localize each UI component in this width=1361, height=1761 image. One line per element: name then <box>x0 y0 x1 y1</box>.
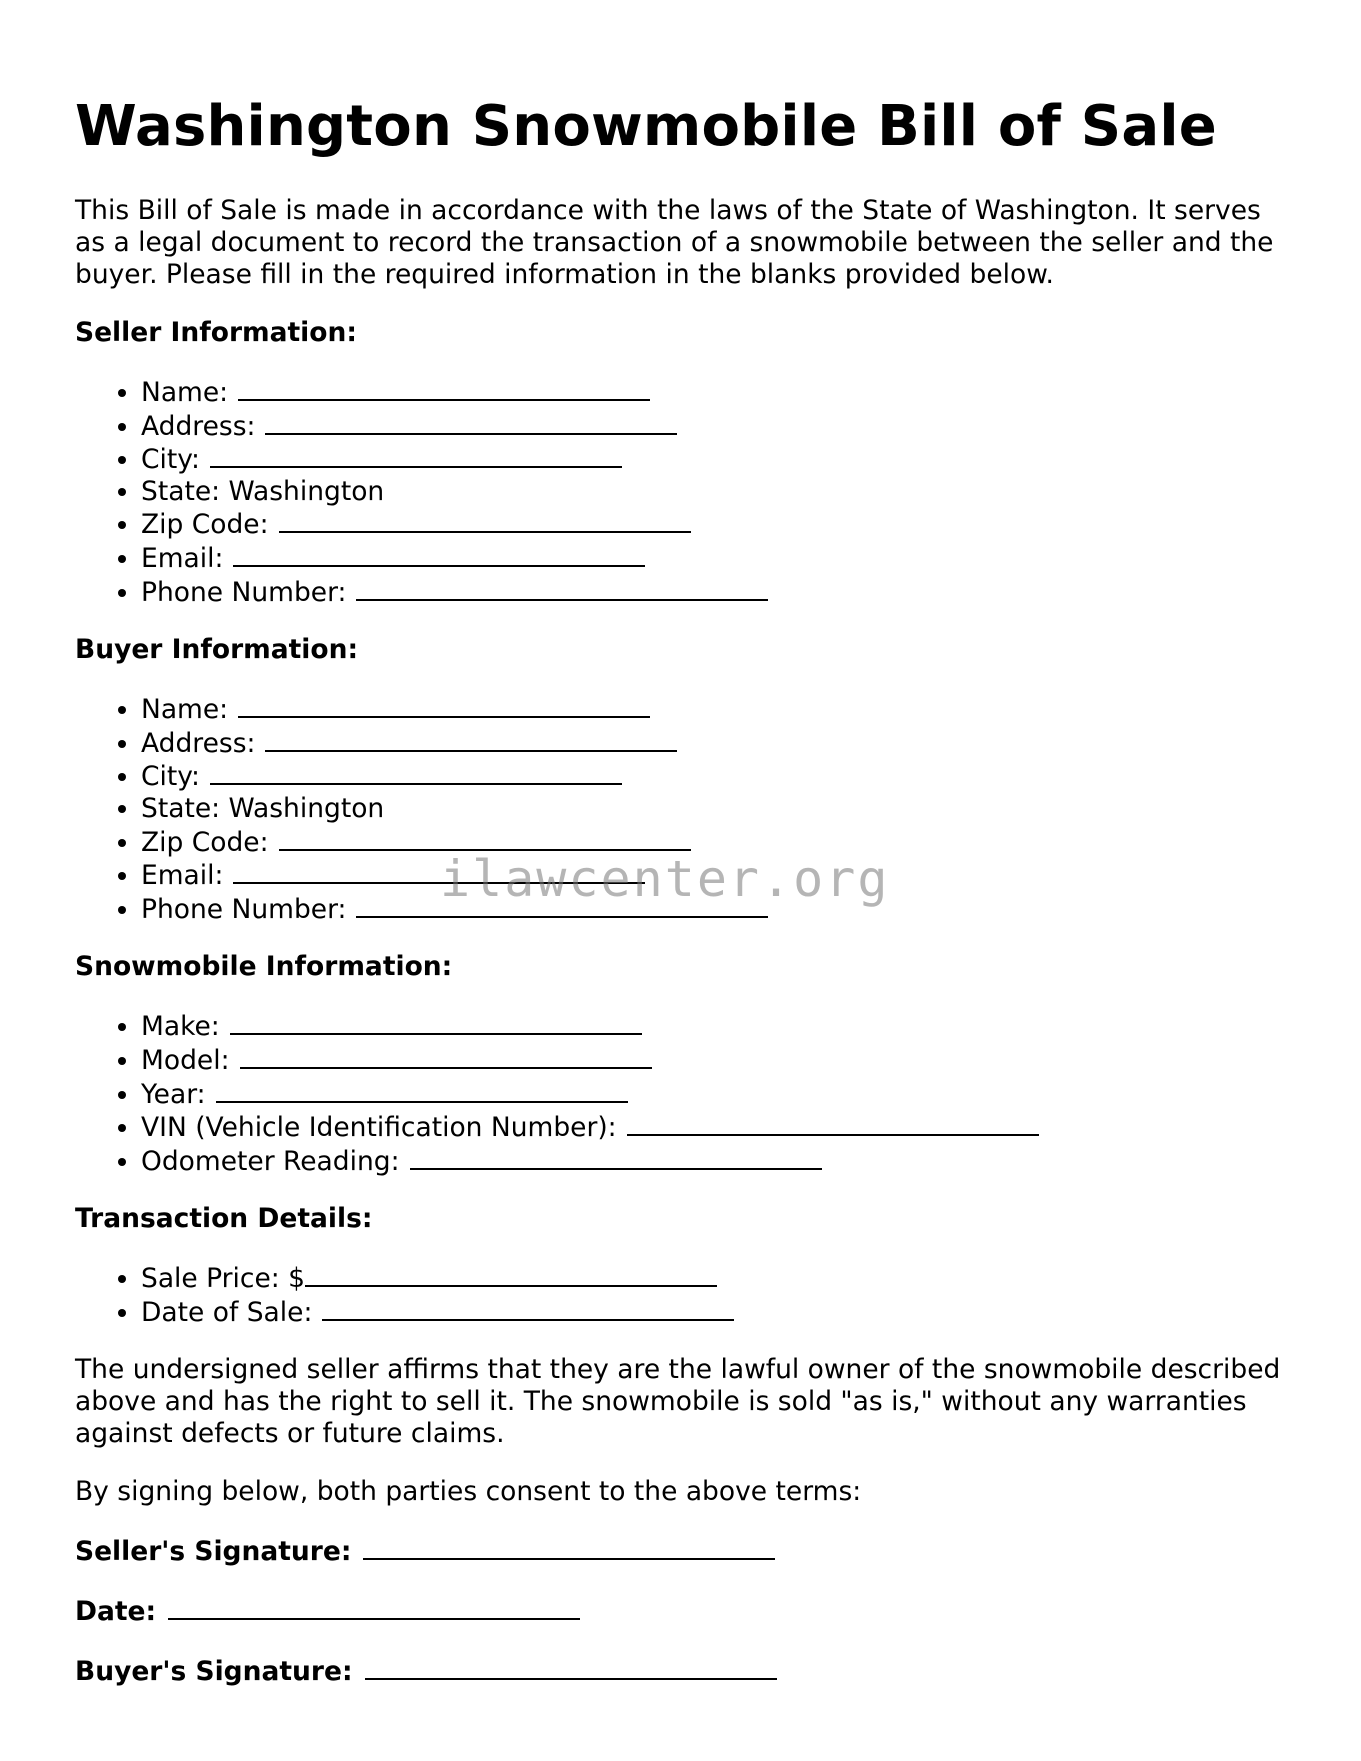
buyer-signature-field[interactable] <box>365 1654 777 1680</box>
seller-address-label: Address: <box>141 410 256 442</box>
seller-email-field[interactable] <box>233 541 645 567</box>
vin-label: VIN (Vehicle Identification Number): <box>141 1112 617 1144</box>
list-item <box>141 541 1290 575</box>
buyer-heading: Buyer Information: <box>75 634 359 666</box>
list-item <box>141 726 1290 760</box>
seller-name-field[interactable] <box>238 375 650 401</box>
list-item <box>141 442 1290 476</box>
seller-email-label: Email: <box>141 542 224 574</box>
list-item <box>141 1261 1290 1295</box>
list-item <box>141 759 1290 793</box>
list-item <box>141 825 1290 859</box>
list-item <box>141 1043 1290 1077</box>
year-field[interactable] <box>216 1077 628 1103</box>
model-field[interactable] <box>240 1043 652 1069</box>
buyer-signature-row <box>75 1654 1290 1688</box>
seller-fields-list <box>75 375 1290 608</box>
seller-state-text: State: Washington <box>141 475 385 507</box>
list-item <box>141 892 1290 926</box>
intro-paragraph: This Bill of Sale is made in accordance with the laws of the State of Washington. It serves as a legal document to record the transaction of a snowmobile between the seller and the buyer. Please fill in the required information in the blanks provided below. <box>75 195 1274 290</box>
list-item <box>141 575 1290 609</box>
list-item <box>141 507 1290 541</box>
page-title: Washington Snowmobile Bill of Sale <box>75 94 1217 159</box>
seller-phone-field[interactable] <box>356 575 768 601</box>
vin-field[interactable] <box>627 1110 1039 1136</box>
snowmobile-heading: Snowmobile Information: <box>75 951 453 983</box>
buyer-phone-label: Phone Number: <box>141 893 347 925</box>
sale-date-field[interactable] <box>322 1295 734 1321</box>
odometer-field[interactable] <box>410 1144 822 1170</box>
watermark: ilawcenter.org <box>440 850 890 908</box>
signature-date-row <box>75 1594 1290 1628</box>
sale-price-label: Sale Price: $ <box>141 1263 306 1295</box>
affirmation-paragraph: The undersigned seller affirms that they are the lawful owner of the snowmobile described above and has the right to sell it. The snowmobile is sold "as is," without any warranties against defects or future claims. <box>75 1354 1281 1450</box>
list-item <box>141 692 1290 726</box>
sale-price-field[interactable] <box>305 1261 717 1287</box>
sale-date-label: Date of Sale: <box>141 1296 313 1328</box>
odometer-label: Odometer Reading: <box>141 1145 400 1177</box>
list-item <box>141 409 1290 443</box>
snowmobile-fields-list <box>75 1009 1290 1177</box>
seller-city-label: City: <box>141 444 200 476</box>
make-field[interactable] <box>230 1009 642 1035</box>
transaction-fields-list <box>75 1261 1290 1328</box>
transaction-heading: Transaction Details: <box>75 1203 373 1235</box>
seller-phone-label: Phone Number: <box>141 576 347 608</box>
seller-signature-field[interactable] <box>363 1534 775 1560</box>
list-item <box>141 476 1290 508</box>
year-label: Year: <box>141 1078 206 1110</box>
consent-paragraph: By signing below, both parties consent to the above terms: <box>75 1476 862 1508</box>
signature-date-label: Date: <box>75 1596 157 1628</box>
list-item <box>141 1144 1290 1178</box>
seller-address-field[interactable] <box>265 409 677 435</box>
seller-city-field[interactable] <box>210 442 622 468</box>
seller-heading: Seller Information: <box>75 317 357 348</box>
document-page <box>75 92 1290 1688</box>
buyer-city-field[interactable] <box>210 759 622 785</box>
buyer-email-label: Email: <box>141 860 224 892</box>
seller-zip-label: Zip Code: <box>141 509 269 541</box>
list-item <box>141 1295 1290 1329</box>
seller-name-label: Name: <box>141 377 229 408</box>
buyer-email-field[interactable] <box>233 858 645 884</box>
seller-signature-label: Seller's Signature: <box>75 1536 352 1568</box>
list-item <box>141 793 1290 825</box>
signature-date-field[interactable] <box>168 1594 580 1620</box>
buyer-fields-list <box>75 692 1290 925</box>
buyer-name-field[interactable] <box>238 692 650 718</box>
buyer-signature-label: Buyer's Signature: <box>75 1656 353 1688</box>
list-item <box>141 1077 1290 1111</box>
list-item <box>141 1110 1290 1144</box>
list-item <box>141 858 1290 892</box>
model-label: Model: <box>141 1044 230 1076</box>
list-item <box>141 1009 1290 1043</box>
make-label: Make: <box>141 1011 220 1043</box>
buyer-zip-label: Zip Code: <box>141 826 269 858</box>
seller-signature-row <box>75 1534 1290 1568</box>
seller-zip-field[interactable] <box>279 507 691 533</box>
buyer-zip-field[interactable] <box>279 825 691 851</box>
buyer-name-label: Name: <box>141 694 229 726</box>
buyer-address-label: Address: <box>141 727 256 759</box>
list-item <box>141 375 1290 409</box>
buyer-state-text: State: Washington <box>141 792 385 824</box>
buyer-city-label: City: <box>141 761 200 793</box>
buyer-address-field[interactable] <box>265 726 677 752</box>
buyer-phone-field[interactable] <box>356 892 768 918</box>
